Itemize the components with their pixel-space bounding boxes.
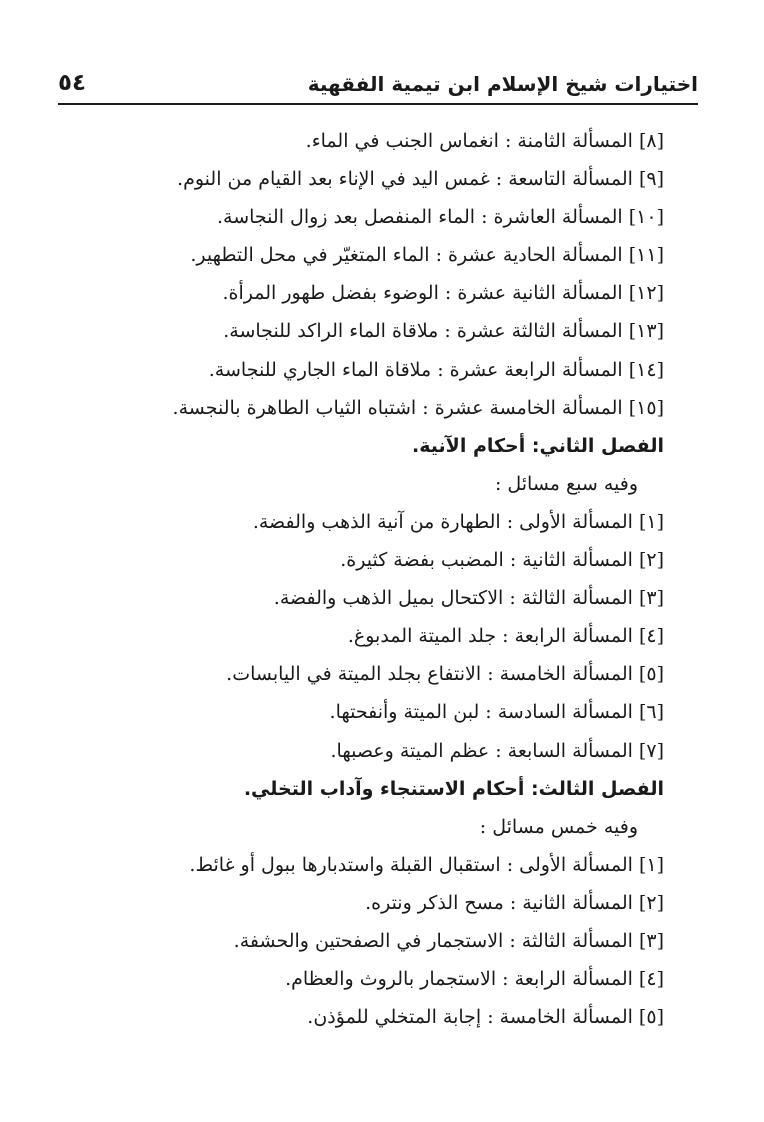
issue-item: [٣] المسألة الثالثة : الاستجمار في الصفحتين والحشفة. [233,929,664,952]
chapter-heading: الفصل الثالث: أحكام الاستنجاء وآداب التخلي. [243,777,664,800]
issue-item: [٣] المسألة الثالثة : الاكتحال بميل الذهب والفضة. [273,587,664,610]
page-number: ٥٤ [58,70,87,96]
issue-item: [٢] المسألة الثانية : المضبب بفضة كثيرة. [340,549,664,572]
issue-item: [٤] المسألة الرابعة : جلد الميتة المدبوغ. [347,625,664,648]
issue-item: [١] المسألة الأولى : الطهارة من آنية الذهب والفضة. [252,510,664,533]
issue-item: [٧] المسألة السابعة : عظم الميتة وعصبها. [330,739,664,762]
chapter-heading: الفصل الثاني: أحكام الآنية. [412,434,664,457]
section-intro: وفيه سبع مسائل : [494,472,638,495]
issue-item: [٥] المسألة الخامسة : إجابة المتخلي للمؤذن. [307,1006,664,1029]
issue-item: [٩] المسألة التاسعة : غمس اليد في الإناء بعد القيام من النوم. [177,168,664,191]
issue-item: [١٠] المسألة العاشرة : الماء المنفصل بعد زوال النجاسة. [216,206,664,229]
page-body [64,122,664,1036]
running-header [58,70,698,104]
issue-item: [٨] المسألة الثامنة : انغماس الجنب في الماء. [305,130,664,152]
issue-item: [٢] المسألة الثانية : مسح الذكر ونتره. [365,891,664,914]
issue-item: [٦] المسألة السادسة : لبن الميتة وأنفحتها. [329,701,664,724]
issue-item: [١٤] المسألة الرابعة عشرة : ملاقاة الماء الجاري للنجاسة. [208,358,664,381]
issue-item: [٤] المسألة الرابعة : الاستجمار بالروث والعظام. [285,968,664,991]
issue-item: [١٣] المسألة الثالثة عشرة : ملاقاة الماء الراكد للنجاسة. [223,320,664,343]
issue-item: [١] المسألة الأولى : استقبال القبلة واستدبارها ببول أو غائط. [189,853,664,876]
running-title: اختيارات شيخ الإسلام ابن تيمية الفقهية [307,72,698,96]
issue-item: [٥] المسألة الخامسة : الانتفاع بجلد الميتة في اليابسات. [226,663,664,686]
issue-item: [١٢] المسألة الثانية عشرة : الوضوء بفضل طهور المرأة. [222,282,664,305]
section-intro: وفيه خمس مسائل : [479,815,638,838]
issue-item: [١٥] المسألة الخامسة عشرة : اشتباه الثياب الطاهرة بالنجسة. [172,396,664,419]
issue-item: [١١] المسألة الحادية عشرة : الماء المتغيّر في محل التطهير. [190,244,664,267]
header-divider [58,103,698,105]
